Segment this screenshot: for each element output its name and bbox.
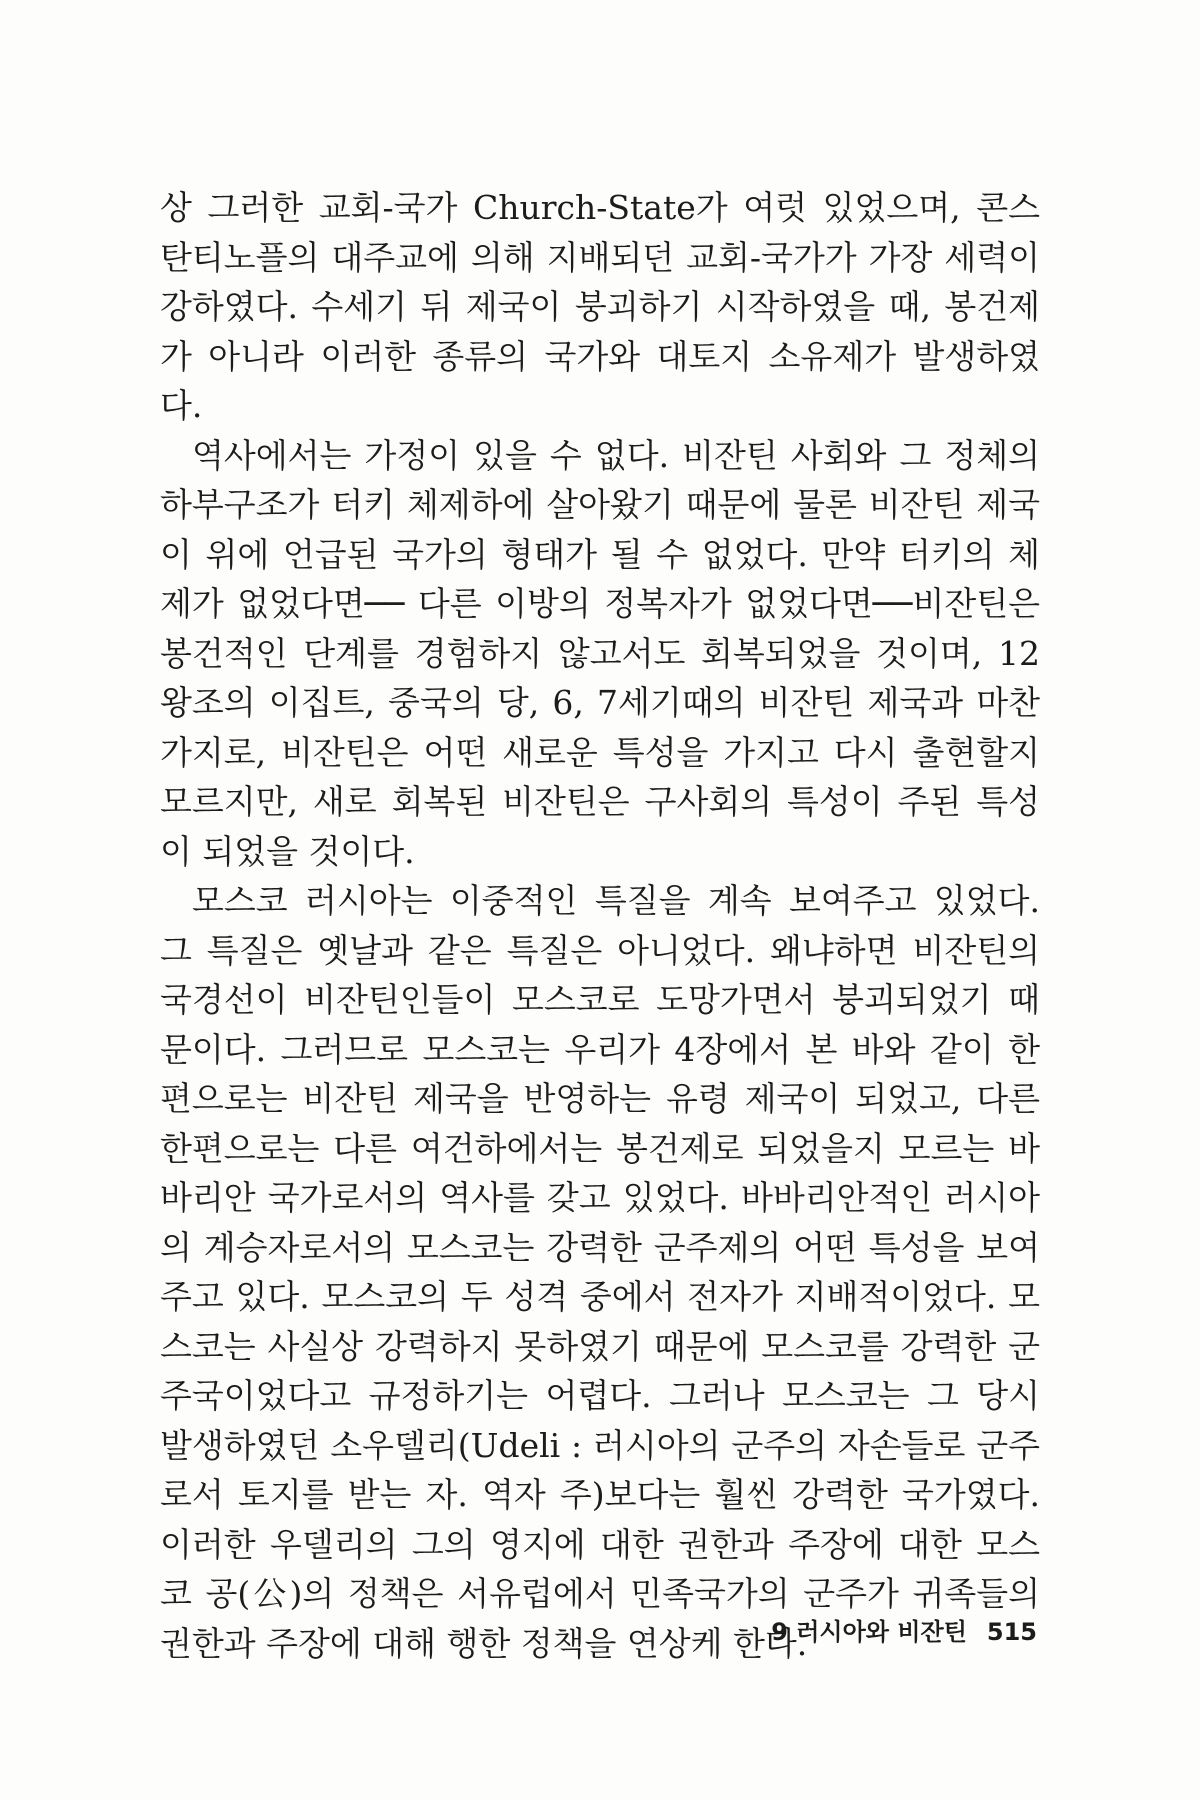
paragraph-3: 모스코 러시아는 이중적인 특질을 계속 보여주고 있었다. 그 특질은 옛날과 같은 특질은 아니었다. 왜냐하면 비잔틴의 국경선이 비잔틴인들이 모스코로 도망가면서 붕괴되었기 때문이다. 그러므로 모스코는 우리가 4장에서 본 바와 같이 한편으로는 비잔틴 제국을 반영하는 유령 제국이 되었고, 다른 한편으로는 다른 여건하에서는 봉건제로 되었을지 모르는 바바리안 국가로서의 역사를 갖고 있었다. 바바리안적인 러시아의 계승자로서의 모스코는 강력한 군주제의 어떤 특성을 보여주고 있다. 모스코의 두 성격 중에서 전자가 지배적이었다. 모스코는 사실상 강력하지 못하였기 때문에 모스코를 강력한 군주국이었다고 규정하기는 어렵다. 그러나 모스코는 그 당시 발생하였던 소우델리(Udeli : 러시아의 군주의 자손들로 군주로서 토지를 받는 자. 역자 주)보다는 훨씬 강력한 국가였다. 이러한 우델리의 그의 영지에 대한 권한과 주장에 대한 모스코 공(公)의 정책은 서유럽에서 민족국가의 군주가 귀족들의 권한과 주장에 대해 행한 정책을 연상케 한다. (160, 881, 1040, 1663)
paragraph-2: 역사에서는 가정이 있을 수 없다. 비잔틴 사회와 그 정체의 하부구조가 터키 체제하에 살아왔기 때문에 물론 비잔틴 제국이 위에 언급된 국가의 형태가 될 수 없었다. 만약 터키의 체제가 없었다면── 다른 이방의 정복자가 없었다면──비잔틴은 봉건적인 단계를 경험하지 않고서도 회복되었을 것이며, 12왕조의 이집트, 중국의 당, 6, 7세기때의 비잔틴 제국과 마찬가지로, 비잔틴은 어떤 새로운 특성을 가지고 다시 출현할지 모르지만, 새로 회복된 비잔틴은 구사회의 특성이 주된 특성이 되었을 것이다. (160, 435, 1040, 871)
paragraph-1: 상 그러한 교회-국가 Church-State가 여럿 있었으며, 콘스탄티노플의 대주교에 의해 지배되던 교회-국가가 가장 세력이 강하였다. 수세기 뒤 제국이 붕괴하기 시작하였을 때, 봉건제가 아니라 이러한 종류의 국가와 대토지 소유제가 발생하였다. (160, 188, 1041, 425)
body-text (160, 183, 1040, 1668)
chapter-title: 9 러시아와 비잔틴 (771, 1618, 967, 1646)
page-number: 515 (986, 1618, 1037, 1646)
page-footer (771, 1612, 1037, 1647)
